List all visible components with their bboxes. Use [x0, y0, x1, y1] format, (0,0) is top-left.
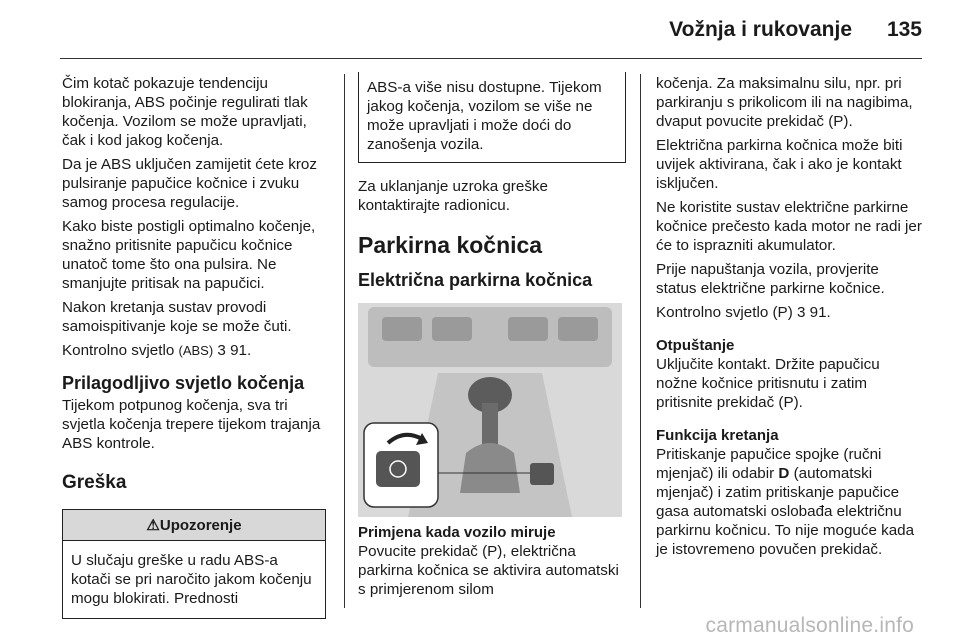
paragraph: Povucite prekidač (P), električna parkirna kočnica se aktivira automatski s primjerenom silom [358, 543, 619, 598]
page-header [0, 0, 960, 60]
column-1 [62, 74, 332, 619]
column-divider-2 [640, 74, 641, 608]
parking-brake-photo [358, 303, 622, 517]
paragraph: Električna parkirna kočnica može biti uvijek aktivirana, čak i ako je kontakt isključen. [656, 137, 903, 192]
paragraph: Uključite kontakt. Držite papučicu nožne kočnice pritisnutu i zatim pritisnite prekidač (P). [656, 356, 880, 411]
section-title: Vožnja i rukovanje [669, 18, 852, 41]
paragraph: Da je ABS uključen zamijetit ćete kroz pulsiranje papučice kočnice i zvuku samog procesa regulacije. [62, 156, 317, 211]
paragraph: Kontrolno svjetlo (P) 3 91. [656, 304, 831, 321]
column-3 [656, 74, 922, 564]
paragraph: Tijekom potpunog kočenja, sva tri svjetla kočenja trepere tijekom trajanja ABS kontrole. [62, 397, 321, 452]
paragraph: Nakon kretanja sustav provodi samoispitivanje koje se može čuti. [62, 299, 292, 335]
warning-text: U slučaju greške u radu ABS-a kotači se pri naročito jakom kočenju mogu blokirati. Prednosti [71, 552, 312, 607]
watermark: carmanualsonline.info [705, 614, 914, 637]
header-divider [60, 58, 922, 59]
heading-drive-away: Funkcija kretanja [656, 427, 779, 444]
paragraph: Kako biste postigli optimalno kočenje, snažno pritisnite papučicu kočnice unatoč tome što ona pulsira. Ne smanjujte pritisak na papučici. [62, 218, 316, 292]
warning-triangle-icon: ⚠ [146, 517, 160, 534]
paragraph: Kontrolno svjetlo (ABS) 3 91. [62, 342, 252, 359]
heading-applying: Primjena kada vozilo miruje [358, 524, 556, 541]
paragraph: Za uklanjanje uzroka greške kontaktirajte radionicu. [358, 178, 548, 214]
heading-adaptive-brake-light: Prilagodljivo svjetlo kočenja [62, 373, 305, 393]
heading-parking-brake: Parkirna kočnica [358, 232, 543, 258]
abs-warning-icon: (ABS) [178, 343, 214, 358]
heading-fault: Greška [62, 472, 127, 493]
warning-box [62, 509, 326, 619]
heading-electric-parking-brake: Električna parkirna kočnica [358, 270, 593, 290]
paragraph: kočenja. Za maksimalnu silu, npr. pri parkiranju s prikolicom ili na nagibima, dvaput povucite prekidač (P). [656, 75, 913, 130]
heading-release: Otpuštanje [656, 337, 735, 354]
page-reference: 3 91. [217, 342, 252, 359]
warning-header: ⚠Upozorenje [63, 510, 325, 541]
paragraph: Prije napuštanja vozila, provjerite status električne parkirne kočnice. [656, 261, 885, 297]
paragraph: Ne koristite sustav električne parkirne kočnice prečesto kada motor ne radi jer će to isprazniti akumulator. [656, 199, 922, 254]
warning-box-continued: ABS-a više nisu dostupne. Tijekom jakog kočenja, vozilom se više ne može upravljati i može doći do zanošenja vozila. [358, 72, 626, 163]
paragraph: Pritiskanje papučice spojke (ručni mjenjač) ili odabir D (automatski mjenjač) i zatim pritiskanje papučice gasa automatski oslobađa električnu parkirnu kočnicu. To nije moguće kada je istovremeno povučen prekidač. [656, 446, 915, 558]
page-number: 135 [886, 18, 922, 41]
column-divider-1 [344, 74, 345, 608]
paragraph: Čim kotač pokazuje tendenciju blokiranja, ABS počinje regulirati tlak kočenja. Vozilom se može upravljati, čak i kod jakog kočenja. [62, 75, 308, 149]
column-2 [358, 74, 626, 604]
